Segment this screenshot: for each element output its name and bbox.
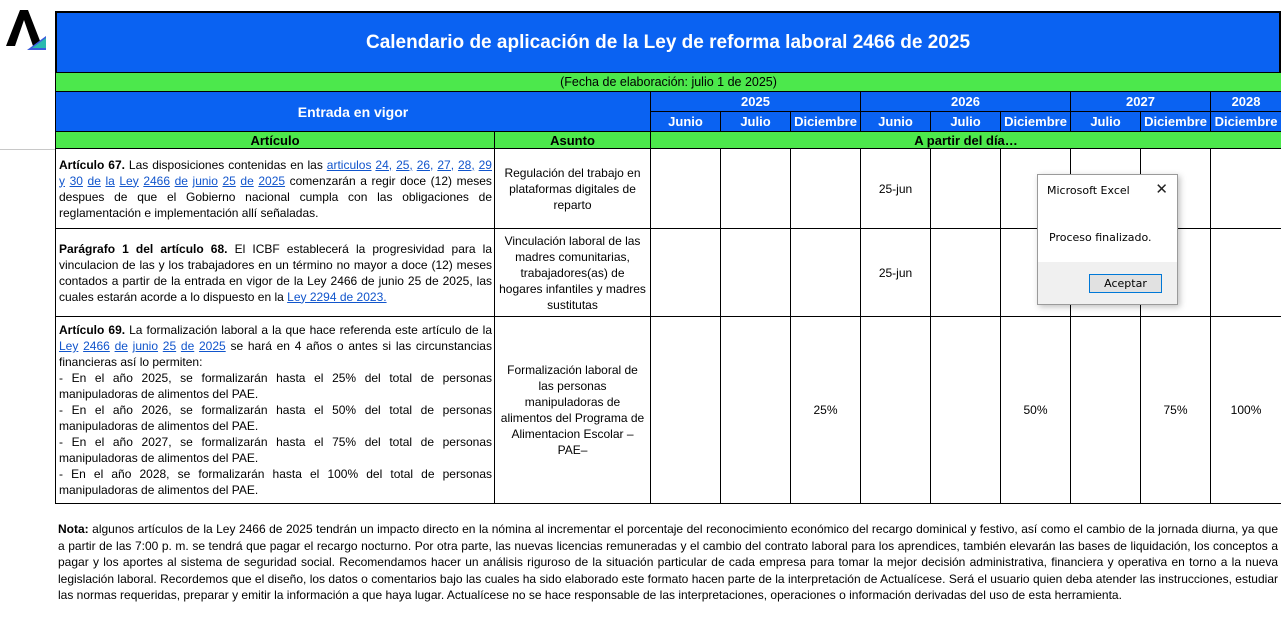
article-title: Parágrafo 1 del artículo 68. [59,241,228,256]
date-cell[interactable]: 25-jun [861,229,931,317]
date-cell[interactable] [651,317,721,504]
date-cell[interactable]: 25% [791,317,861,504]
month-header[interactable]: Julio [1071,112,1141,132]
article-text: La formalización laboral a la que hace referenda este artículo de la [125,323,492,337]
date-cell[interactable] [721,149,791,229]
law-link[interactable]: 2466 [143,173,171,188]
date-cell[interactable] [931,317,1001,504]
law-link[interactable]: 2466 [83,339,110,353]
articulo-header[interactable]: Artículo [56,132,495,149]
law-link[interactable]: Ley [119,173,139,188]
year-2028[interactable]: 2028 [1211,92,1281,112]
date-cell[interactable] [1211,149,1281,229]
bullet-item: - En el año 2026, se formalizarán hasta el 50% del total de personas manipuladoras de alimentos del PAE. [59,403,492,433]
month-header[interactable]: Diciembre [1001,112,1071,132]
page-title: Calendario de aplicación de la Ley de reforma laboral 2466 de 2025 [55,11,1281,72]
table-row [56,317,1281,504]
note-paragraph [58,521,1278,604]
year-2026[interactable]: 2026 [861,92,1071,112]
bullet-item: - En el año 2028, se formalizarán hasta el 100% del total de personas manipuladoras de alimentos del PAE. [59,467,492,497]
date-cell[interactable] [651,229,721,317]
actualicese-logo [2,8,48,52]
a-partir-header[interactable]: A partir del día… [651,132,1281,149]
law-link[interactable]: 29 [478,157,492,172]
asunto-cell[interactable]: Formalización laboral de las personas manipuladoras de alimentos del Programa de Alimentacion Escolar –PAE– [495,317,651,504]
date-cell[interactable] [931,229,1001,317]
law-link[interactable]: 25 [222,173,236,188]
date-cell[interactable] [861,317,931,504]
law-link[interactable]: la [105,173,115,188]
excel-message-dialog [1037,174,1178,305]
article-text: Las disposiciones contenidas en las [124,157,327,172]
date-cell[interactable]: 25-jun [861,149,931,229]
law-link[interactable]: 28, [457,157,475,172]
month-header[interactable]: Diciembre [791,112,861,132]
article-text: El ICBF establecerá la progresividad para la vinculacion de las y los trabajadores en un término no mayor a doce (12) meses contados a partir de la entrada en vigor de la Ley 2466 de junio 25 de 2025, las cuales estarán acorde a lo dispuesto en la [59,241,492,304]
month-header[interactable]: Julio [721,112,791,132]
month-header[interactable]: Diciembre [1141,112,1211,132]
date-cell[interactable] [721,229,791,317]
month-header[interactable]: Diciembre [1211,112,1281,132]
law-link[interactable]: de [240,173,254,188]
year-2025[interactable]: 2025 [651,92,861,112]
bullet-item: - En el año 2025, se formalizarán hasta el 25% del total de personas manipuladoras de alimentos del PAE. [59,371,492,401]
date-cell[interactable] [651,149,721,229]
date-cell[interactable]: 75% [1141,317,1211,504]
law-link[interactable]: 27, [437,157,455,172]
law-link[interactable]: de [180,339,195,353]
law-link[interactable]: 24, [375,157,393,172]
law-link[interactable]: 2025 [199,339,226,353]
law-link[interactable]: 30 [69,173,83,188]
law-link[interactable]: 2025 [258,173,286,188]
asunto-cell[interactable]: Vinculación laboral de las madres comunitarias, trabajadores(as) de hogares infantiles y madres sustitutas [495,229,651,317]
note-label: Nota: [58,522,89,536]
accept-button[interactable]: Aceptar [1089,274,1162,293]
dialog-title: Microsoft Excel [1047,184,1130,197]
year-2027[interactable]: 2027 [1071,92,1211,112]
law-link[interactable]: 25 [162,339,177,353]
article-text: comenzarán a regir doce (12) meses despues de que el Gobierno nacional cumpla con las obligaciones de reglamentación e implementación allí señaladas. [59,173,492,220]
note-text: algunos artículos de la Ley 2466 de 2025 tendrán un impacto directo en la nómina al incrementar el porcentaje del reconocimiento económico del recargo dominical y festivo, así como el cambio de la jornada diurna, ya que a partir de las 7:00 p. m. se tendrá que pagar el recargo nocturno. Por otra parte, las nuevas licencias remuneradas y el cambio del contrato laboral para los aprendices, también elevarán las bases de liquidación, los conceptos a pagar y los aportes al sistema de seguridad social. Recomendamos hacer un análisis riguroso de la situación particular de cada empresa para tomar la mejor decisión administrativa, financiera y operativa en torno a la nueva legislación laboral. Recordemos que el diseño, los datos o comentarios bajo las cuales ha sido elaborado este formato hacen parte de la interpretación de Actualícese. Será el usuario quien deba atender las instrucciones, estudiar las normas requeridas, preparar y emitir la información a que haya lugar. Actualícese no se hace responsable de las interpretaciones, operaciones o información derivadas del uso de esta herramienta. [58,522,1278,602]
dialog-footer [1038,262,1177,304]
law-link[interactable]: de [114,339,128,353]
month-header[interactable]: Junio [861,112,931,132]
date-cell[interactable] [791,229,861,317]
article-title: Artículo 69. [59,323,126,337]
month-header[interactable]: Julio [931,112,1001,132]
date-cell[interactable]: 50% [1001,317,1071,504]
law-link[interactable]: de [87,173,101,188]
subtitle-cell[interactable]: (Fecha de elaboración: julio 1 de 2025) [56,73,1281,92]
date-cell[interactable] [721,317,791,504]
asunto-header[interactable]: Asunto [495,132,651,149]
law-link[interactable]: de [174,173,188,188]
month-header[interactable]: Junio [651,112,721,132]
dialog-message: Proceso finalizado. [1049,231,1152,244]
law-link[interactable]: articulos [326,157,372,172]
article-text: se hará en 4 años o antes si las circunstancias financieras así lo permiten: [59,339,492,369]
law-link[interactable]: Ley [59,339,79,353]
date-cell[interactable] [791,149,861,229]
articulo-cell[interactable] [56,229,495,317]
law-link[interactable]: junio [132,339,159,353]
date-cell[interactable] [1211,229,1281,317]
articulo-cell[interactable] [56,317,495,504]
law-link[interactable]: 26, [416,157,434,172]
asunto-cell[interactable]: Regulación del trabajo en plataformas digitales de reparto [495,149,651,229]
close-icon[interactable]: ✕ [1155,180,1168,198]
bullet-item: - En el año 2027, se formalizarán hasta el 75% del total de personas manipuladoras de alimentos del PAE. [59,435,492,465]
law-link[interactable]: junio [192,173,218,188]
law-link[interactable]: y [59,173,65,188]
articulo-cell[interactable] [56,149,495,229]
date-cell[interactable] [1071,317,1141,504]
law-link[interactable]: Ley 2294 de 2023. [287,289,387,304]
row-guide-line [0,149,56,150]
date-cell[interactable] [931,149,1001,229]
law-link[interactable]: 25, [396,157,413,172]
entrada-header[interactable]: Entrada en vigor [56,92,651,132]
date-cell[interactable]: 100% [1211,317,1281,504]
article-title: Artículo 67. [59,157,125,172]
